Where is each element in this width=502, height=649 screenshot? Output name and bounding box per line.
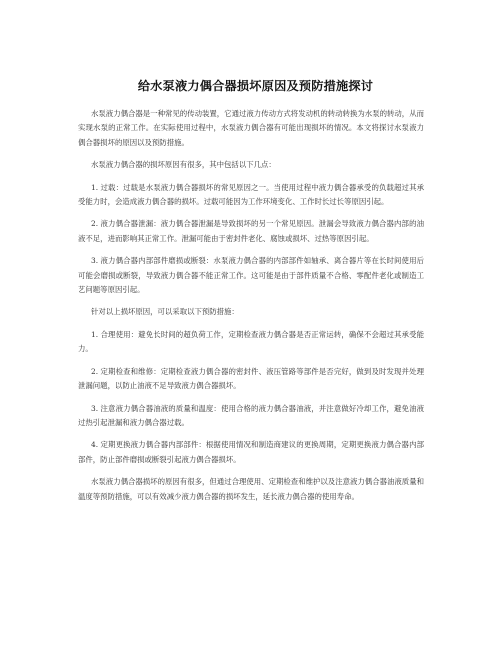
measures-intro-paragraph: 针对以上损坏原因，可以采取以下预防措施： bbox=[91, 307, 239, 317]
cause-item-leakage: 2. 液力偶合器泄漏：液力偶合器泄漏是导致损坏的另一个常见原因。泄漏会导致液力偶合器内部的油液不足，进而影响其正常工作。泄漏可能由于密封件老化、腐蚀或损坏、过热等原因引起。 bbox=[78, 219, 424, 243]
causes-intro-paragraph: 水泵液力偶合器的损坏原因有很多，其中包括以下几点： bbox=[91, 160, 276, 170]
measure-item-oil-quality: 3. 注意液力偶合器油液的质量和温度：使用合格的液力偶合器油液，并注意做好冷却工作，避免油液过热引起泄漏和液力偶合器过载。 bbox=[78, 403, 424, 427]
measure-item-replace-parts: 4. 定期更换液力偶合器内部部件：根据使用情况和制造商建议的更换周期，定期更换液力偶合器内部部件，防止部件磨损或断裂引起液力偶合器损坏。 bbox=[78, 440, 424, 464]
conclusion-paragraph: 水泵液力偶合器损坏的原因有很多，但通过合理使用、定期检查和维护以及注意液力偶合器油液质量和温度等预防措施，可以有效减少液力偶合器的损坏发生，延长液力偶合器的使用寿命。 bbox=[78, 477, 424, 501]
intro-paragraph: 水泵液力偶合器是一种常见的传动装置，它通过液力传动方式将发动机的转动转换为水泵的转动，从而实现水泵的正常工作。在实际使用过程中，水泵液力偶合器有可能出现损坏的情况。本文将探讨水泵液力偶合器损坏的原因以及预防措施。 bbox=[78, 109, 424, 147]
measure-item-proper-use: 1. 合理使用：避免长时间的超负荷工作，定期检查液力偶合器是否正常运转，确保不会超过其承受能力。 bbox=[78, 329, 424, 354]
cause-item-overload: 1. 过载：过载是水泵液力偶合器损坏的常见原因之一。当使用过程中液力偶合器承受的负载超过其承受能力时，会造成液力偶合器的损坏。过载可能因为工作环境变化、工作时长过长等原因引起。 bbox=[78, 182, 424, 207]
cause-item-wear: 3. 液力偶合器内部部件磨损或断裂：水泵液力偶合器的内部部件如轴承、离合器片等在长时间使用后可能会磨损或断裂，导致液力偶合器不能正常工作。这可能是由于部件质量不合格、零配件老化或制造工艺问题等原因引起。 bbox=[78, 256, 424, 295]
measure-item-inspection: 2. 定期检查和维修：定期检查液力偶合器的密封件、液压管路等部件是否完好，做到及时发现并处理泄漏问题，以防止油液不足导致液力偶合器损坏。 bbox=[78, 366, 424, 391]
document-title: 给水泵液力偶合器损坏原因及预防措施探讨 bbox=[137, 79, 374, 93]
